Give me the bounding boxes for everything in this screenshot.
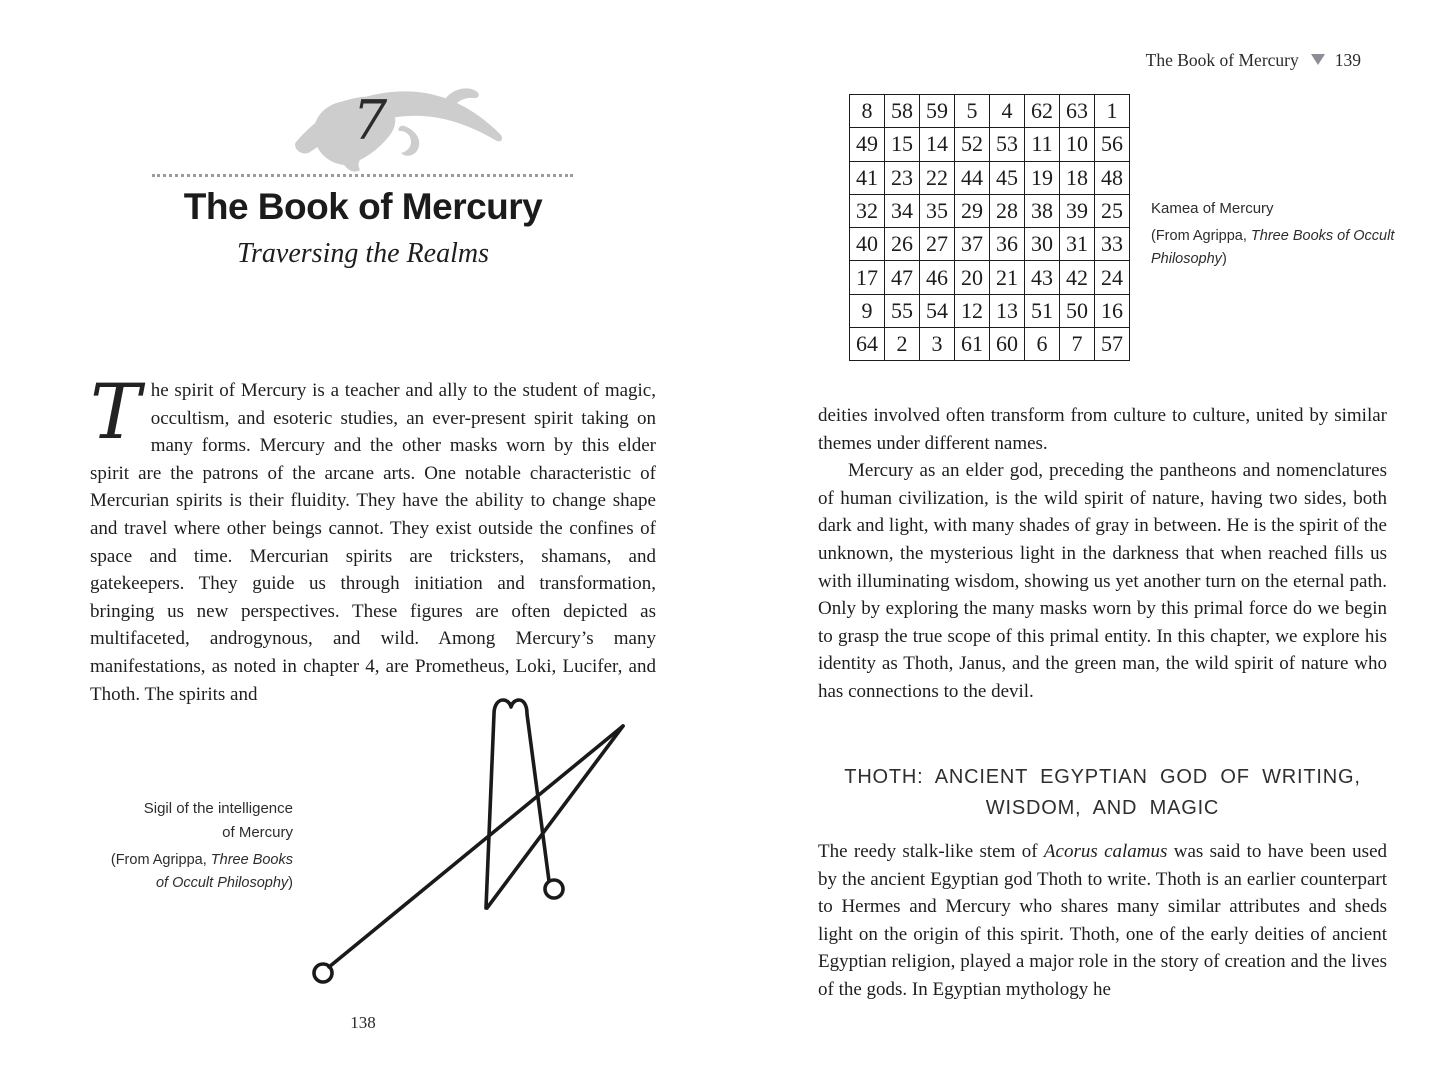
kamea-cell: 19 [1025,161,1060,194]
kamea-cell: 40 [850,228,885,261]
p3-before: The reedy stalk-like stem of [818,841,1044,862]
kamea-cell: 45 [990,161,1025,194]
kamea-cell: 24 [1095,261,1130,294]
kamea-cell: 13 [990,294,1025,327]
kamea-cell: 1 [1095,95,1130,128]
kamea-of-mercury-table [849,94,1130,361]
kamea-cell: 20 [955,261,990,294]
left-paragraph-text: he spirit of Mercury is a teacher and ally to the student of magic, occultism, and esoteric studies, an ever-present spirit taking on many forms. Mercury and the other masks worn by this elder spirit are the patrons of the arcane arts. One notable characteristic of Mercurian spirits is their fluidity. They have the ability to change shape and travel where other beings cannot. They exist outside the confines of space and time. Mercurian spirits are tricksters, shamans, and gatekeepers. They guide us through initiation and transformation, bringing us new perspectives. These figures are often depicted as multifaceted, androgynous, and wild. Among Mercury’s many manifestations, as noted in chapter 4, are Prometheus, Loki, Lucifer, and Thoth. The spirits and [90,380,656,705]
right-paragraph-1: deities involved often transform from culture to culture, united by similar themes under different names. [818,405,1387,454]
kamea-cell: 21 [990,261,1025,294]
sigil-source-prefix: (From Agrippa, [110,852,211,868]
kamea-table-body [850,95,1130,361]
kamea-cell: 59 [920,95,955,128]
sigil-caption [108,797,293,895]
kamea-cell: 28 [990,194,1025,227]
sigil-caption-source [108,849,293,895]
kamea-cell: 38 [1025,194,1060,227]
kamea-cell: 41 [850,161,885,194]
kamea-cell: 10 [1060,128,1095,161]
kamea-cell: 51 [1025,294,1060,327]
sigil-caption-line2: of Mercury [222,824,293,841]
kamea-cell: 11 [1025,128,1060,161]
chapter-number: 7 [352,89,388,152]
kamea-cell: 30 [1025,228,1060,261]
kamea-cell: 18 [1060,161,1095,194]
kamea-cell: 31 [1060,228,1095,261]
kamea-row [850,194,1130,227]
sigil-source-title: Three Books of Occult Philosophy [155,852,293,892]
kamea-cell: 8 [850,95,885,128]
kamea-cell: 26 [885,228,920,261]
kamea-cell: 12 [955,294,990,327]
kamea-cell: 32 [850,194,885,227]
chapter-subtitle: Traversing the Realms [237,238,489,269]
sigil-source-suffix: ) [288,875,293,892]
kamea-cell: 36 [990,228,1025,261]
kamea-cell: 29 [955,194,990,227]
kamea-cell: 34 [885,194,920,227]
right-page-body [818,402,1387,706]
kamea-row [850,228,1130,261]
kamea-source-title: Three Books of Occult Philosophy [1151,228,1395,268]
sigil-of-mercury-figure [302,692,642,992]
kamea-cell: 14 [920,128,955,161]
kamea-source-suffix: ) [1221,251,1227,268]
running-header-title: The Book of Mercury [1145,50,1299,70]
kamea-row [850,328,1130,361]
sigil-diagonal-path [329,726,623,967]
kamea-row [850,161,1130,194]
running-header [820,50,1361,71]
kamea-cell: 56 [1095,128,1130,161]
sigil-circle-bottom-left [314,964,332,982]
kamea-cell: 53 [990,128,1025,161]
kamea-cell: 50 [1060,294,1095,327]
kamea-row [850,128,1130,161]
kamea-cell: 57 [1095,328,1130,361]
kamea-cell: 44 [955,161,990,194]
kamea-cell: 64 [850,328,885,361]
kamea-cell: 5 [955,95,990,128]
section-heading-thoth: THOTH: ANCIENT EGYPTIAN GOD OF WRITING, WISDOM, AND MAGIC [844,766,1361,819]
kamea-cell: 55 [885,294,920,327]
kamea-cell: 39 [1060,194,1095,227]
kamea-cell: 49 [850,128,885,161]
kamea-cell: 23 [885,161,920,194]
drop-cap: T [90,367,141,456]
kamea-cell: 63 [1060,95,1095,128]
kamea-cell: 25 [1095,194,1130,227]
right-page-number: 139 [1334,50,1361,70]
left-page-body-paragraph [90,367,656,708]
kamea-cell: 9 [850,294,885,327]
kamea-cell: 60 [990,328,1025,361]
triangle-down-icon [1311,54,1325,65]
kamea-cell: 42 [1060,261,1095,294]
kamea-cell: 4 [990,95,1025,128]
kamea-cell: 16 [1095,294,1130,327]
kamea-cell: 54 [920,294,955,327]
kamea-source-prefix: (From Agrippa, [1151,228,1251,244]
kamea-cell: 52 [955,128,990,161]
p3-latin-name: Acorus calamus [1043,841,1168,862]
right-page-body-2 [818,838,1387,1004]
chapter-divider-dotted-rule [152,174,573,177]
kamea-cell: 7 [1060,328,1095,361]
kamea-cell: 35 [920,194,955,227]
kamea-cell: 61 [955,328,990,361]
kamea-cell: 22 [920,161,955,194]
chapter-title: The Book of Mercury [183,186,543,227]
kamea-row [850,294,1130,327]
right-paragraph-2: Mercury as an elder god, preceding the pantheons and nomenclatures of human civilization, is the wild spirit of nature, having two sides, both dark and light, with many shades of gray in between. He is the spirit of the unknown, the mysterious light in the darkness that when reached fills us with illuminating wisdom, showing us yet another turn on the eternal path. Only by exploring the many masks worn by this primal force do we begin to grasp the true scope of this primal entity. In this chapter, we explore his identity as Thoth, Janus, and the green man, the wild spirit of nature who has connections to the devil. [818,460,1387,702]
kamea-caption [1151,197,1401,271]
kamea-cell: 15 [885,128,920,161]
sigil-tent-path [486,700,549,908]
sigil-circle-right [545,880,563,898]
kamea-cell: 58 [885,95,920,128]
kamea-cell: 6 [1025,328,1060,361]
kamea-cell: 33 [1095,228,1130,261]
kamea-row [850,95,1130,128]
kamea-cell: 46 [920,261,955,294]
kamea-caption-source [1151,225,1401,271]
kamea-cell: 62 [1025,95,1060,128]
kamea-cell: 27 [920,228,955,261]
p3-after: was said to have been used by the ancient Egyptian god Thoth to write. Thoth is an earlier counterpart to Hermes and Mercury who shares many similar attributes and sheds light on the origin of this spirit. Thoth, one of the early deities of ancient Egyptian religion, played a major role in the story of creation and the lives of the gods. In Egyptian mythology he [818,841,1388,1000]
kamea-row [850,261,1130,294]
kamea-caption-title: Kamea of Mercury [1151,200,1274,217]
kamea-cell: 47 [885,261,920,294]
left-page-number: 138 [350,1013,376,1032]
kamea-cell: 2 [885,328,920,361]
kamea-cell: 17 [850,261,885,294]
sigil-caption-line1: Sigil of the intelligence [143,800,293,817]
kamea-cell: 43 [1025,261,1060,294]
right-paragraph-3 [818,838,1387,1004]
kamea-cell: 3 [920,328,955,361]
kamea-cell: 48 [1095,161,1130,194]
kamea-cell: 37 [955,228,990,261]
